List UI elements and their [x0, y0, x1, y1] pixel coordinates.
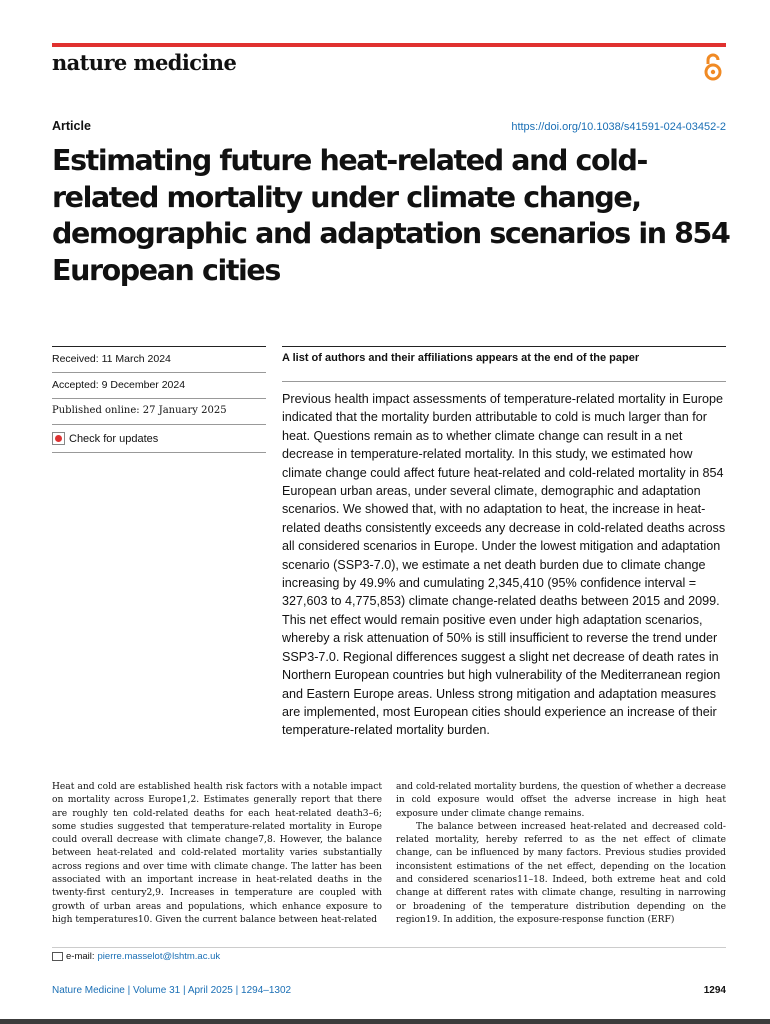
abstract: Previous health impact assessments of temperature-related mortality in Europe indicated that the mortality burden attributable to cold is much larger than for heat. Questions remain as to whether climate change can result in a net decrease in temperature-related mortality. In this study, we estimated how climate change could affect future heat-related and cold-related mortality in 854 European urban areas, under several climate, demographic and adaptation scenarios. We showed that, with no adaptation to heat, the increase in heat-related deaths consistently exceeds any decrease in cold-related deaths across all considered scenarios in Europe. Under the lowest mitigation and adaptation scenario (SSP3-7.0), we estimate a net death burden due to climate change increasing by 49.9% and cumulating 2,345,410 (95% confidence interval = 327,603 to 4,775,853) climate change-related deaths between 2015 and 2099. This net effect would remain positive even under high adaptation scenarios, whereby a risk attenuation of 50% is still insufficient to reverse the trend under SSP3-7.0. Regional differences suggest a slight net decrease of death rates in Northern European countries but high vulnerability of the Mediterranean region and Eastern Europe areas. Unless strong mitigation and adaptation measures are implemented, most European cities should experience an increase of their temperature-related mortality burden.	[282, 381, 726, 740]
footnote-divider	[52, 947, 726, 948]
body-paragraph: and cold-related mortality burdens, the question of whether a decrease in cold exposure would offset the adverse increase in high heat exposure under climate change remains.	[396, 782, 726, 819]
journal-name[interactable]: nature medicine	[52, 50, 237, 75]
email-label: e-mail:	[66, 951, 95, 962]
body-column-left	[52, 781, 382, 927]
doi-link[interactable]: https://doi.org/10.1038/s41591-024-03452-2	[511, 121, 726, 133]
viewer-bottom-bar	[0, 1019, 770, 1024]
article-title: Estimating future heat-related and cold-related mortality under climate change, demographic and adaptation scenarios in 854 European cities	[52, 144, 730, 287]
received-date: Received: 11 March 2024	[52, 346, 266, 372]
check-for-updates-button[interactable]	[52, 424, 266, 453]
page-number: 1294	[703, 985, 726, 996]
accepted-date: Accepted: 9 December 2024	[52, 372, 266, 398]
journal-citation[interactable]: Nature Medicine | Volume 31 | April 2025 | 1294–1302	[52, 985, 292, 996]
mail-icon	[52, 952, 63, 961]
body-paragraph: Heat and cold are established health risk factors with a notable impact on mortality across Europe1,2. Estimates generally report that there are roughly ten cold-related deaths for each heat-related death3–6; some studies suggested that temperature-related mortality in Europe could overall decrease with climate change7,8. However, the balance between heat-related and cold-related mortality varies substantially across regions and over time with climate change. The latter has been associated with an important increase in heat-related deaths in the twenty-first century2,9. Increases in temperature are coupled with growth of urban areas and populations, which enhance exposure to high temperatures10. Given the current balance between heat-related	[52, 782, 382, 925]
check-updates-icon	[52, 432, 65, 445]
body-paragraph: The balance between increased heat-related and decreased cold-related mortality, hereby referred to as the net effect of climate change, can be influenced by many factors. Previous studies provided inconsistent estimations of the net effect, depending on the location and considered scenarios11–18. Indeed, both extreme heat and cold change at different rates with climate change, resulting in narrowing or broadening of the temperature distribution depending on the region19. In addition, the exposure-response function (ERF)	[396, 821, 726, 925]
article-type-label: Article	[52, 119, 91, 133]
body-column-right	[396, 781, 726, 927]
authors-note: A list of authors and their affiliations appears at the end of the paper	[282, 346, 726, 364]
open-access-icon	[702, 52, 724, 82]
published-date: Published online: 27 January 2025	[52, 398, 266, 424]
correspondence-email	[52, 951, 220, 962]
email-link[interactable]: pierre.masselot@lshtm.ac.uk	[97, 951, 221, 962]
header-accent-bar	[52, 43, 726, 47]
article-dates	[52, 346, 266, 453]
check-updates-label: Check for updates	[69, 432, 159, 445]
